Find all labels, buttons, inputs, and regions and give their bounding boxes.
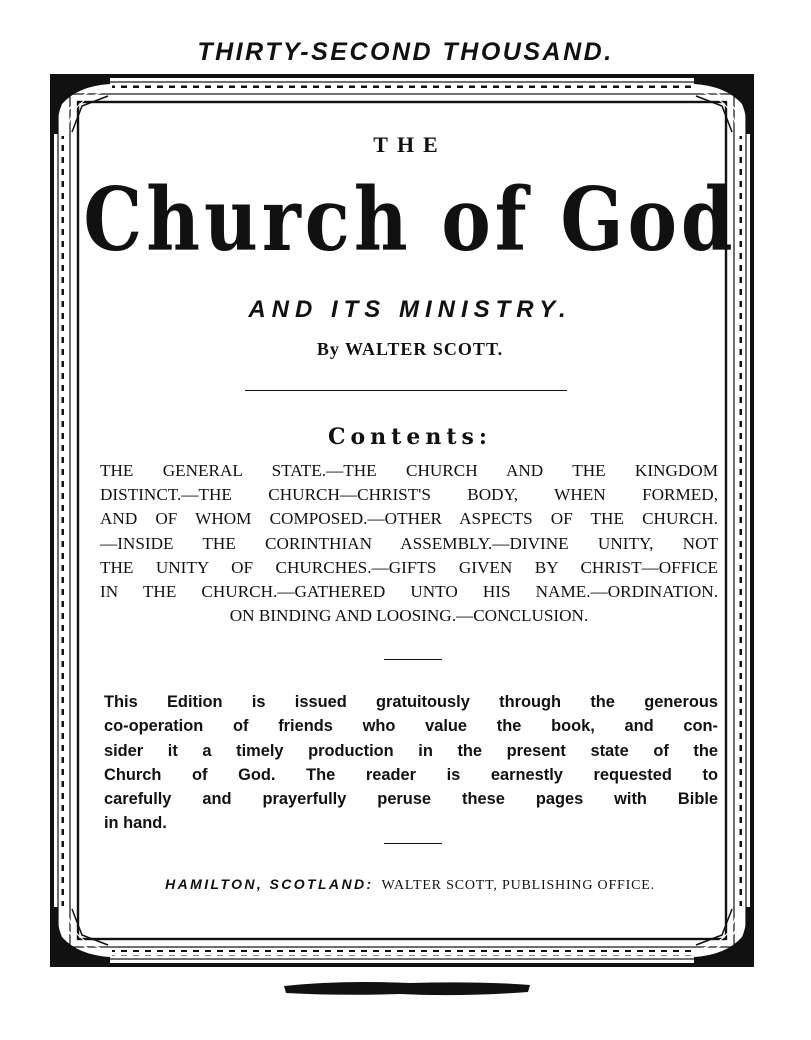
notice-line: Church of God. The reader is earnestly requested to xyxy=(104,765,718,784)
corner-ornament-bottom-left xyxy=(52,907,110,965)
contents-line: DISTINCT.—THE CHURCH—CHRIST'S BODY, WHEN FORMED, xyxy=(100,485,718,505)
main-title: Church of God xyxy=(83,170,737,272)
author-line: By WALTER SCOTT. xyxy=(316,339,504,359)
contents-line: THE UNITY OF CHURCHES.—GIFTS GIVEN BY CHRIST—OFFICE xyxy=(100,557,718,577)
notice-line: sider it a timely production in the present state of the xyxy=(104,741,718,760)
notice-line: This Edition is issued gratuitously through the generous xyxy=(104,693,718,711)
edition-notice xyxy=(104,690,718,836)
contents-line: THE GENERAL STATE.—THE CHURCH AND THE KINGDOM xyxy=(100,461,718,480)
notice-line: co-operation of friends who value the book, and con- xyxy=(104,717,718,736)
short-divider-rule-lower xyxy=(384,843,442,844)
corner-ornament-bottom-right xyxy=(694,907,752,965)
contents-line: AND OF WHOM COMPOSED.—OTHER ASPECTS OF THE CHURCH. xyxy=(100,509,718,529)
contents-list xyxy=(100,459,718,628)
divider-rule xyxy=(245,390,567,391)
contents-line: IN THE CHURCH.—GATHERED UNTO HIS NAME.—ORDINATION. xyxy=(100,582,718,602)
title-article: THE xyxy=(373,132,447,157)
subtitle: AND ITS MINISTRY. xyxy=(248,296,572,323)
contents-line: —INSIDE THE CORINTHIAN ASSEMBLY.—DIVINE UNITY, NOT xyxy=(100,533,718,553)
edition-heading: THIRTY-SECOND THOUSAND. xyxy=(197,38,614,66)
contents-heading: Contents: xyxy=(327,424,492,450)
corner-ornament-top-left xyxy=(52,76,110,134)
contents-line: ON BINDING AND LOOSING.—CONCLUSION. xyxy=(229,606,589,626)
notice-line: carefully and prayerfully peruse these pages with Bible xyxy=(104,790,718,809)
imprint-place: HAMILTON, SCOTLAND: xyxy=(165,876,374,892)
imprint xyxy=(100,876,720,894)
ink-smudge xyxy=(280,978,535,998)
short-divider-rule xyxy=(384,659,442,660)
imprint-publisher: WALTER SCOTT, PUBLISHING OFFICE. xyxy=(381,878,655,893)
notice-line: in hand. xyxy=(104,814,167,833)
corner-ornament-top-right xyxy=(694,76,752,134)
